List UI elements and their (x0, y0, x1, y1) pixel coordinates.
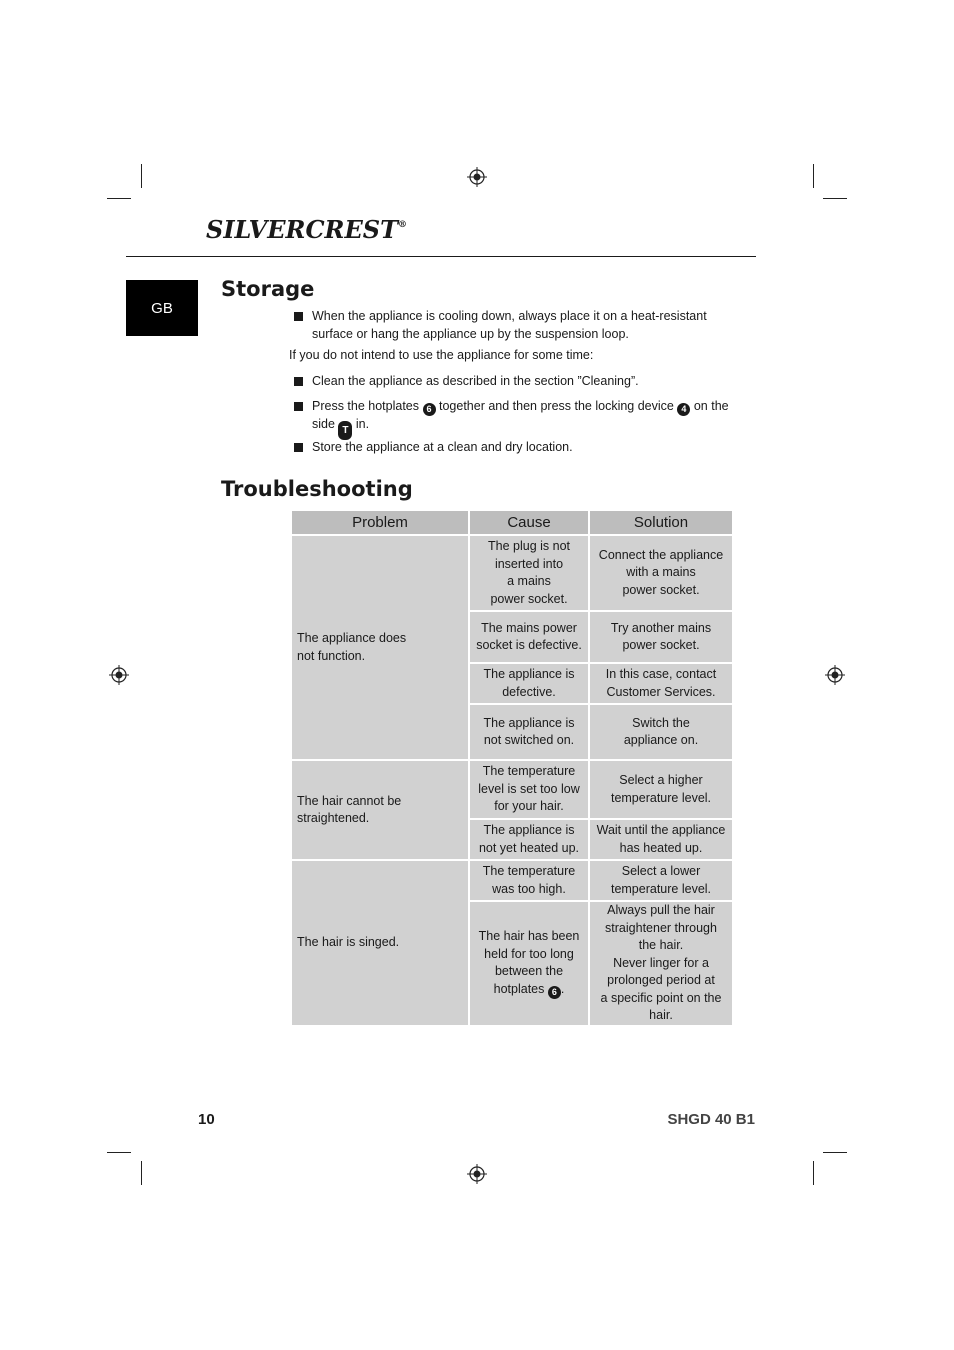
crop-mark (107, 1152, 131, 1153)
problem-cell: The hair is singed. (291, 860, 469, 1026)
crop-mark (813, 1161, 814, 1185)
storage-bullet (294, 398, 734, 440)
bullet-square-icon (294, 402, 303, 411)
storage-bullet (294, 308, 734, 343)
brand-logo (206, 215, 407, 244)
model-number: SHGD 40 B1 (667, 1111, 755, 1128)
locking-device-ref-badge: 4 (677, 403, 690, 416)
cause-cell: The plug is not inserted into a mains power socket. (469, 535, 589, 611)
text-fragment: together and then press the locking device (438, 399, 674, 413)
text-fragment: in. (355, 417, 370, 431)
solution-cell: In this case, contact Customer Services. (589, 663, 733, 704)
solution-cell: Select a lower temperature level. (589, 860, 733, 901)
crop-mark (823, 198, 847, 199)
registered-mark: ® (397, 220, 407, 230)
text-fragment: Press the hotplates (312, 399, 420, 413)
registration-mark-icon (825, 665, 845, 685)
side-symbol-icon: T (338, 421, 352, 440)
problem-cell: The hair cannot be straightened. (291, 760, 469, 860)
storage-bullet (294, 439, 734, 457)
header-rule (126, 256, 756, 257)
storage-bullet-text (312, 398, 734, 440)
storage-heading: Storage (221, 277, 315, 301)
hotplates-ref-badge: 6 (548, 986, 561, 999)
troubleshooting-table (290, 509, 734, 1027)
hotplates-ref-badge: 6 (423, 403, 436, 416)
cause-cell: The temperature was too high. (469, 860, 589, 901)
crop-mark (141, 1161, 142, 1185)
cause-cell: The appliance is defective. (469, 663, 589, 704)
cause-cell: The temperature level is set too low for your hair. (469, 760, 589, 819)
table-header-row (291, 510, 733, 535)
cause-cell: The mains power socket is defective. (469, 611, 589, 663)
registration-mark-icon (109, 665, 129, 685)
storage-bullet-text: Store the appliance at a clean and dry location. (312, 440, 573, 454)
storage-bullet (294, 373, 734, 391)
column-header-problem: Problem (291, 510, 469, 535)
solution-cell: Wait until the appliance has heated up. (589, 819, 733, 860)
troubleshooting-heading: Troubleshooting (221, 477, 413, 501)
solution-cell: Switch the appliance on. (589, 704, 733, 760)
storage-bullet-text: When the appliance is cooling down, always place it on a heat-resistant surface or hang the appliance up by the suspension loop. (312, 309, 707, 341)
cause-cell (469, 901, 589, 1026)
text-fragment: on the side (312, 399, 729, 431)
table-row (291, 535, 733, 611)
solution-cell: Select a higher temperature level. (589, 760, 733, 819)
cause-text: The hair has been held for too long between the hotplates (478, 929, 580, 996)
brand-logo-text: SILVERCREST (206, 215, 398, 244)
crop-mark (141, 164, 142, 188)
bullet-square-icon (294, 312, 303, 321)
cause-text-end: . (560, 981, 565, 996)
solution-cell: Try another mains power socket. (589, 611, 733, 663)
crop-mark (813, 164, 814, 188)
crop-mark (107, 198, 131, 199)
storage-bullet-text: Clean the appliance as described in the section ”Cleaning”. (312, 374, 639, 388)
bullet-square-icon (294, 443, 303, 452)
registration-mark-icon (467, 1164, 487, 1184)
cause-cell: The appliance is not switched on. (469, 704, 589, 760)
table-row (291, 760, 733, 819)
registration-mark-icon (467, 167, 487, 187)
table-row (291, 860, 733, 901)
language-tab: GB (126, 280, 198, 336)
column-header-cause: Cause (469, 510, 589, 535)
solution-cell: Always pull the hair straightener through the hair. Never linger for a prolonged period at a specific point on the hair. (589, 901, 733, 1026)
page-number: 10 (198, 1111, 215, 1128)
solution-cell: Connect the appliance with a mains power socket. (589, 535, 733, 611)
bullet-square-icon (294, 377, 303, 386)
storage-intro: If you do not intend to use the appliance for some time: (289, 348, 594, 362)
cause-cell: The appliance is not yet heated up. (469, 819, 589, 860)
crop-mark (823, 1152, 847, 1153)
column-header-solution: Solution (589, 510, 733, 535)
problem-cell: The appliance does not function. (291, 535, 469, 760)
